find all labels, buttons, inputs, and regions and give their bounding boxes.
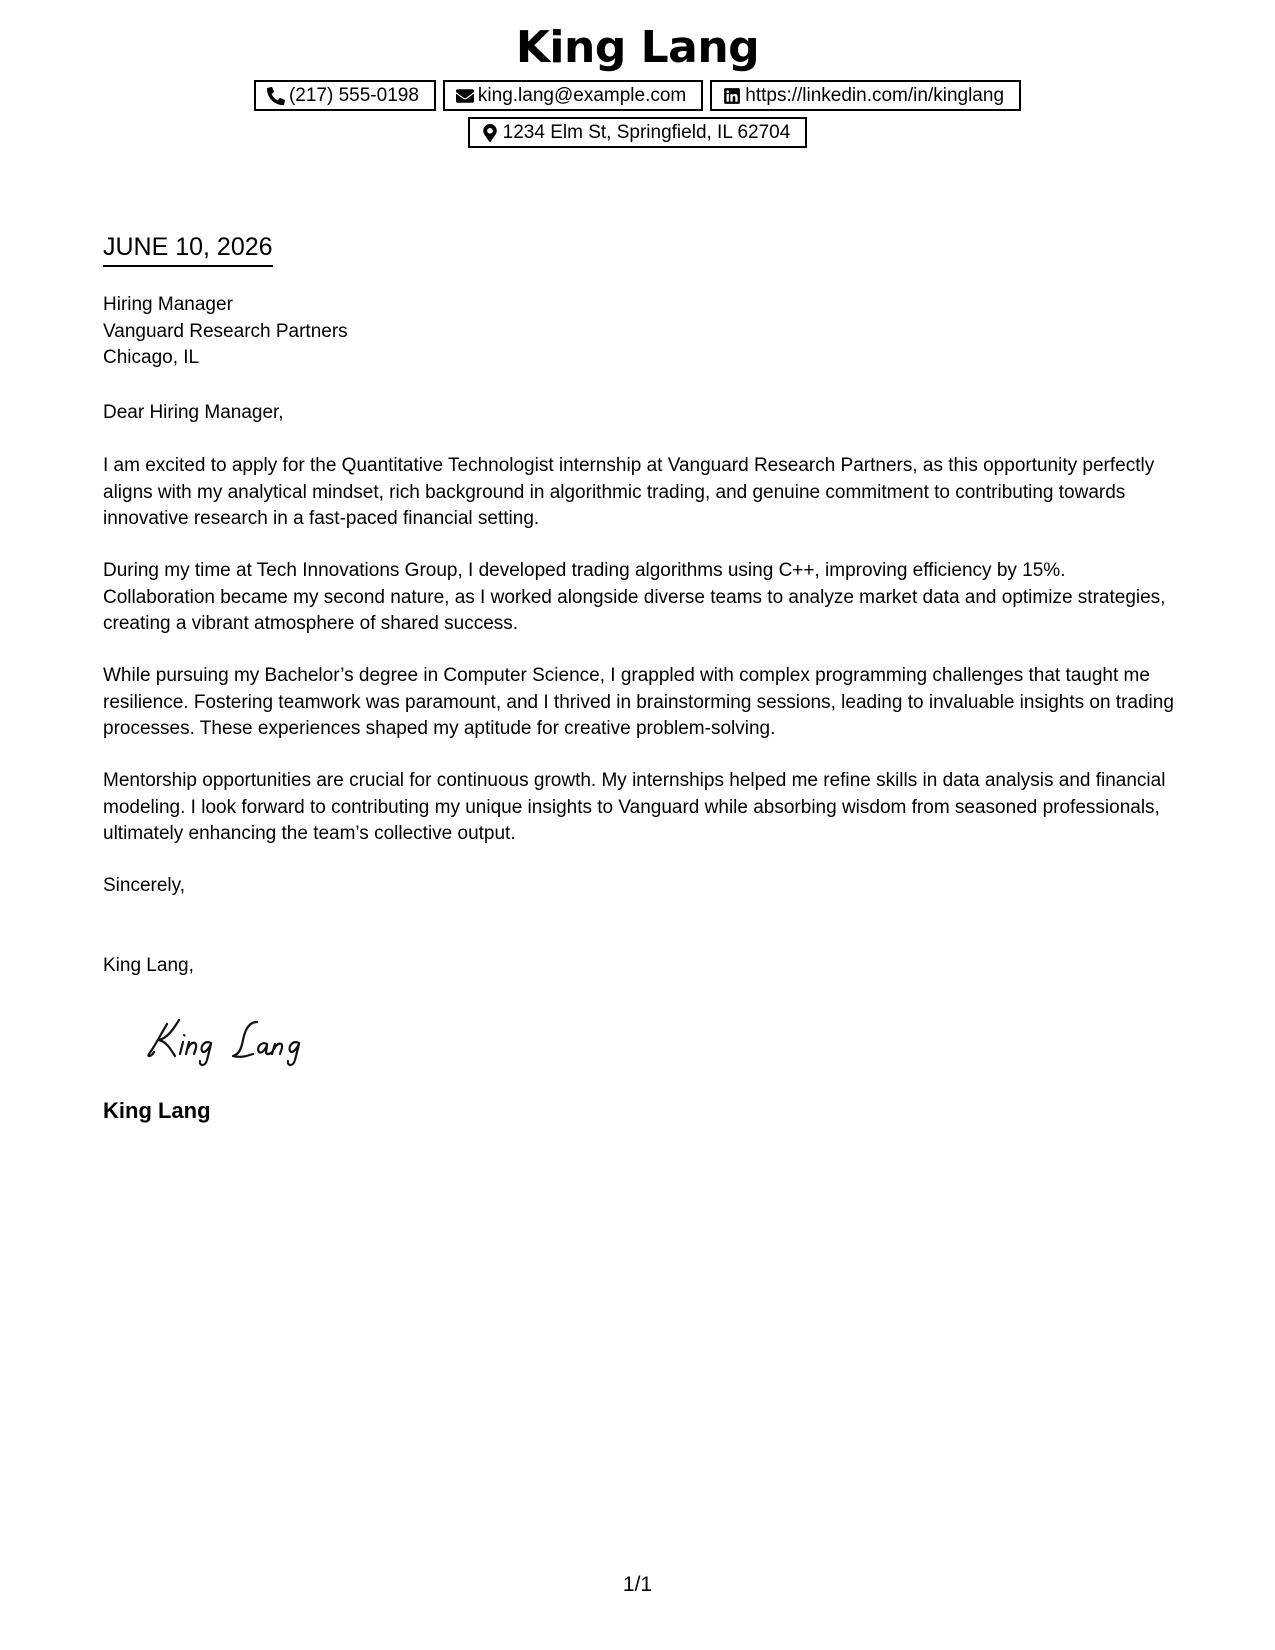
letter-date: JUNE 10, 2026 [103,230,273,267]
linkedin-icon [723,87,741,105]
closing: Sincerely, [103,875,186,896]
email-address: king.lang@example.com [477,85,687,106]
recipient-block [103,292,1178,372]
street-address: 1234 Elm St, Springfield, IL 62704 [502,122,791,143]
envelope-icon [456,87,474,105]
paragraph-experience: During my time at Tech Innovations Group, I developed trading algorithms using C++, improving efficiency by 15%. Collaboration became my second nature, as I worked alongside diverse teams to analyze market data and optimize strategies, creating a vibrant atmosphere of shared success. [103,560,1166,634]
recipient-company: Vanguard Research Partners [103,320,348,342]
greeting: Dear Hiring Manager, [103,402,284,423]
footer-name: King Lang [103,1098,211,1123]
address-chip[interactable] [468,117,808,148]
paragraph-education: While pursuing my Bachelor’s degree in Computer Science, I grappled with complex programming challenges that taught me resilience. Fostering teamwork was paramount, and I thrived in brainstorming sessions, leading to invaluable insights on trading processes. These experiences shaped my aptitude for creative problem-solving. [103,665,1174,739]
paragraph-intro: I am excited to apply for the Quantitative Technologist internship at Vanguard Research Partners, as this opportunity perfectly aligns with my analytical mindset, rich background in algorithmic trading, and genuine commitment to contributing towards innovative research in a fast-paced financial setting. [103,455,1155,529]
phone-chip[interactable] [254,80,436,111]
recipient-title: Hiring Manager [103,294,233,315]
handwritten-signature [145,1010,320,1070]
signer-name: King Lang, [103,955,194,976]
contact-info-row [0,80,1275,111]
linkedin-url: https://linkedin.com/in/kinglang [745,85,1005,106]
map-marker-icon [481,124,499,142]
page-number: 1/1 [622,1573,653,1596]
contact-info-row-2 [0,117,1275,148]
email-chip[interactable] [443,80,703,111]
paragraph-mentorship: Mentorship opportunities are crucial for continuous growth. My internships helped me refine skills in data analysis and financial modeling. I look forward to contributing my unique insights to Vanguard while absorbing wisdom from seasoned professionals, ultimately enhancing the team’s collective output. [103,770,1166,844]
linkedin-chip[interactable] [710,80,1021,111]
recipient-location: Chicago, IL [103,347,200,368]
phone-icon [267,87,285,105]
applicant-name: King Lang [515,22,760,73]
phone-number: (217) 555-0198 [288,85,419,106]
